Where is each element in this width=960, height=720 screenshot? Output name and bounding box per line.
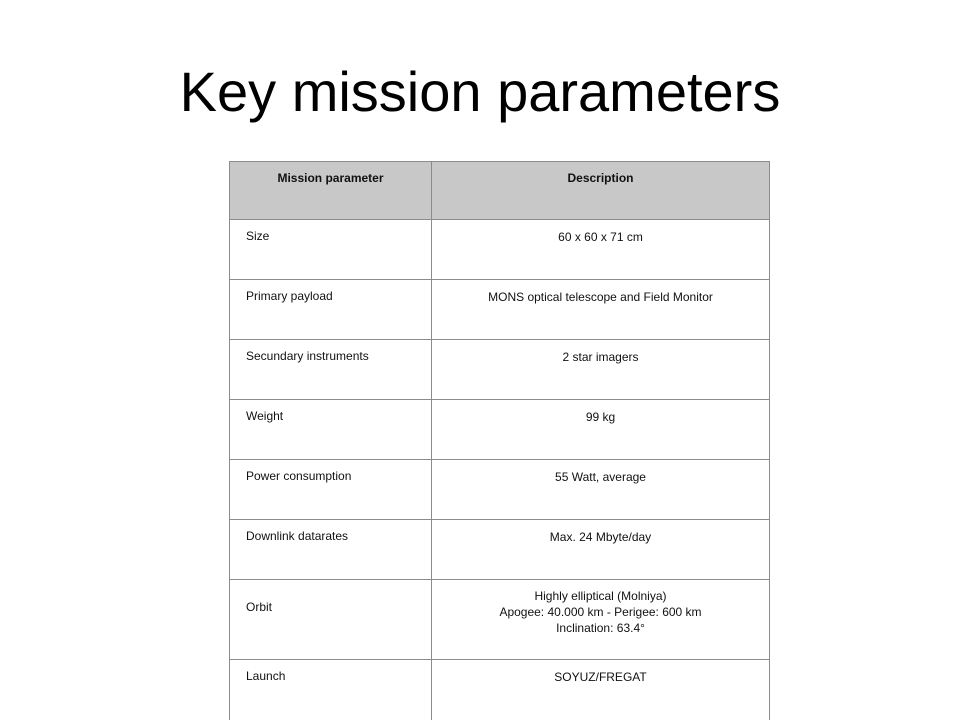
- description-cell: [432, 580, 770, 660]
- parameter-cell: Secundary instruments: [230, 340, 432, 400]
- description-cell: [432, 520, 770, 580]
- parameter-cell: Launch: [230, 660, 432, 720]
- description-line: Max. 24 Mbyte/day: [549, 530, 652, 544]
- header-description: Description: [432, 162, 770, 220]
- header-mission-parameter: Mission parameter: [230, 162, 432, 220]
- description-line: 60 x 60 x 71 cm: [558, 230, 643, 244]
- description-line: MONS optical telescope and Field Monitor: [488, 290, 713, 304]
- description-line: Inclination: 63.4°: [556, 621, 645, 635]
- table-row: [230, 580, 770, 660]
- table-row: [230, 340, 770, 400]
- parameter-cell: Power consumption: [230, 460, 432, 520]
- table-header-row: [230, 162, 770, 220]
- description-cell: [432, 280, 770, 340]
- description-line: 2 star imagers: [562, 350, 639, 364]
- description-line: Highly elliptical (Molniya): [534, 589, 667, 603]
- description-line: Apogee: 40.000 km - Perigee: 600 km: [499, 605, 702, 619]
- table-row: [230, 280, 770, 340]
- table-row: [230, 220, 770, 280]
- description-cell: [432, 460, 770, 520]
- description-cell: [432, 220, 770, 280]
- description-line: 55 Watt, average: [555, 470, 646, 484]
- mission-parameters-table: [229, 161, 770, 720]
- parameter-cell: Weight: [230, 400, 432, 460]
- table-row: [230, 400, 770, 460]
- table-row: [230, 460, 770, 520]
- table-row: [230, 520, 770, 580]
- description-cell: [432, 400, 770, 460]
- parameter-cell: Downlink datarates: [230, 520, 432, 580]
- parameter-cell: Primary payload: [230, 280, 432, 340]
- description-cell: [432, 340, 770, 400]
- slide-title: Key mission parameters: [179, 60, 781, 123]
- description-cell: [432, 660, 770, 720]
- table-row: [230, 660, 770, 720]
- description-line: SOYUZ/FREGAT: [554, 670, 647, 684]
- parameter-cell: Orbit: [230, 580, 432, 660]
- parameter-cell: Size: [230, 220, 432, 280]
- description-line: 99 kg: [585, 410, 616, 424]
